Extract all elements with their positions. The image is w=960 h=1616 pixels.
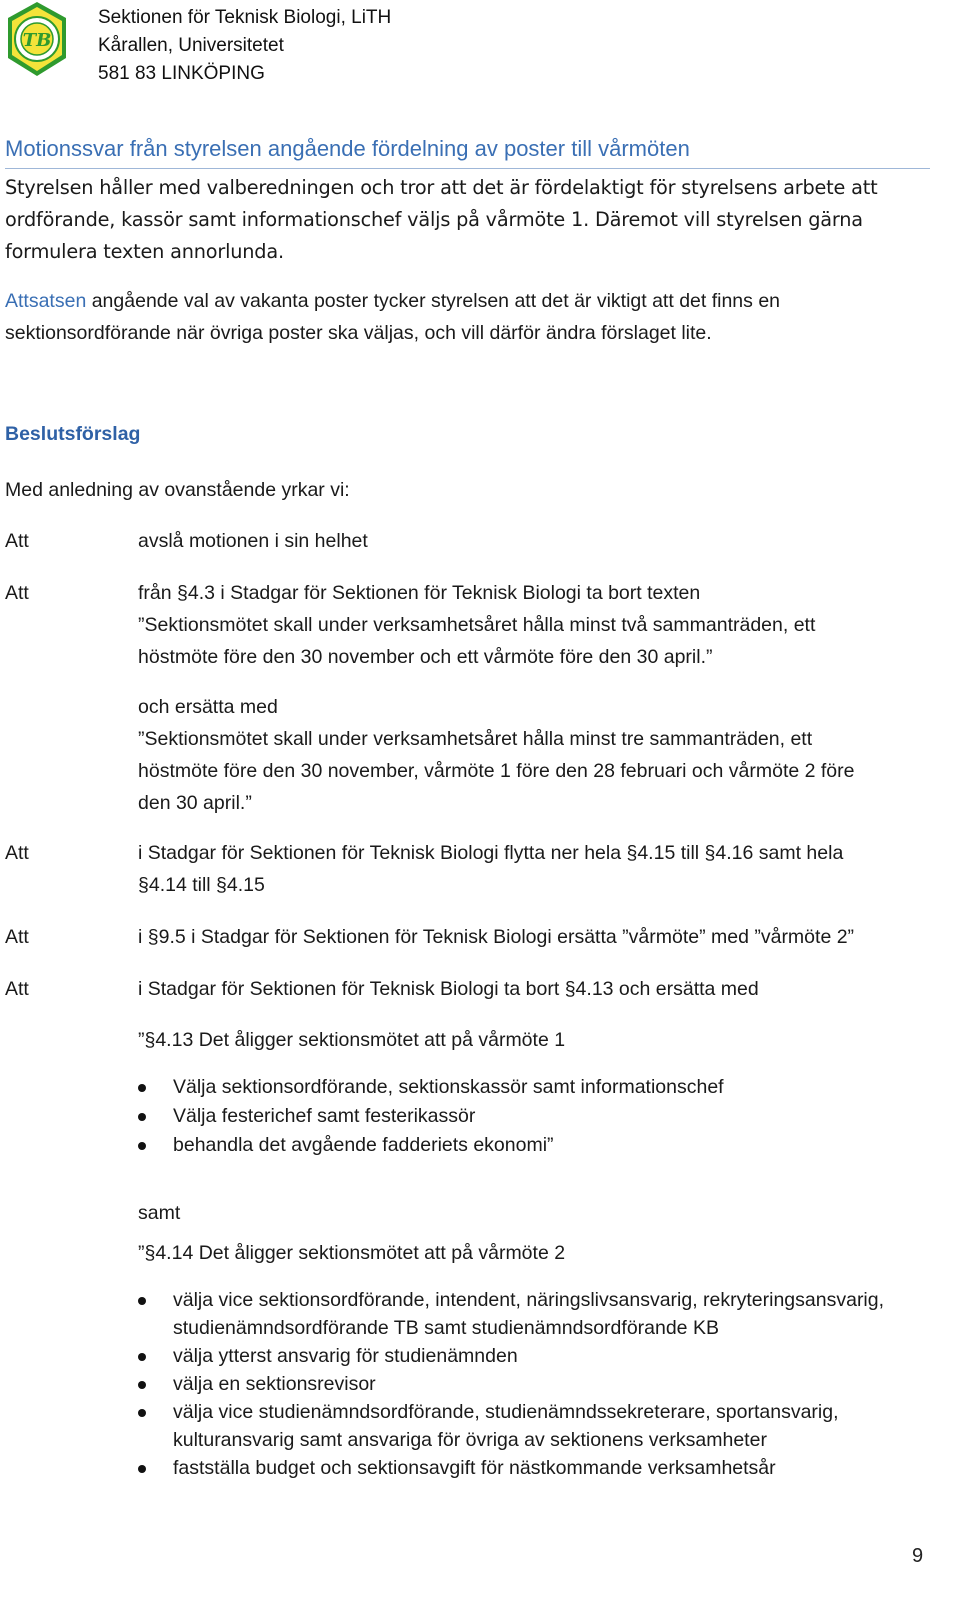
bullet-icon [138,1353,146,1361]
section-4-14-list [138,1286,928,1482]
bullet-icon [138,1381,146,1389]
organization-address [98,4,391,88]
att-label: Att [5,530,29,552]
att-item-2-line: och ersätta med [138,696,278,718]
org-name: Sektionen för Teknisk Biologi, LiTH [98,7,392,28]
bullet-icon [138,1113,146,1121]
att-label: Att [5,842,29,864]
att-item-2-line: från §4.3 i Stadgar för Sektionen för Teknisk Biologi ta bort texten [138,582,701,604]
page-number: 9 [912,1545,924,1567]
intro-paragraph-1: Styrelsen håller med valberedningen och tror att det är fördelaktigt för styrelsens arbete att ordförande, kassör samt informationschef väljs på vårmöte 1. Däremot vill styrelsen gärna formulera texten annorlunda. [5,176,878,263]
att-item-2-line: ”Sektionsmötet skall under verksamhetsåret hålla minst två sammanträden, ett [138,614,816,636]
list-item: välja vice sektionsordförande, intendent, näringslivsansvarig, rekryteringsansvarig, studienämndsordförande TB samt studienämndsordförande KB [138,1286,928,1342]
list-item: välja en sektionsrevisor [138,1370,928,1398]
list-item: välja vice studienämndsordförande, studienämndssekreterare, sportansvarig, kulturansvarig samt ansvariga för övriga av sektionens verksamheter [138,1398,928,1454]
att-item-2 [138,577,928,673]
list-item: behandla det avgående fadderiets ekonomi” [138,1131,928,1160]
att-item-3 [138,837,928,901]
svg-text:TB: TB [22,30,52,51]
att-item-5: i Stadgar för Sektionen för Teknisk Biologi ta bort §4.13 och ersätta med [138,978,759,1000]
section-logo-icon [4,0,70,78]
bullet-icon [138,1142,146,1150]
attsatsen-term: Attsatsen [5,290,87,312]
org-building: Kårallen, Universitetet [98,35,284,56]
section-4-14-title: ”§4.14 Det åligger sektionsmötet att på vårmöte 2 [138,1242,566,1264]
list-item: Välja festerichef samt festerikassör [138,1102,928,1131]
att-item-1: avslå motionen i sin helhet [138,530,368,552]
bullet-icon [138,1084,146,1092]
bullet-icon [138,1465,146,1473]
att-label: Att [5,582,29,604]
list-item: fastställa budget och sektionsavgift för nästkommande verksamhetsår [138,1454,928,1482]
list-item: välja ytterst ansvarig för studienämnden [138,1342,928,1370]
att-item-2-replacement [138,691,928,819]
att-item-2-line: höstmöte före den 30 november och ett vårmöte före den 30 april.” [138,646,713,668]
att-item-4: i §9.5 i Stadgar för Sektionen för Teknisk Biologi ersätta ”vårmöte” med ”vårmöte 2” [138,926,855,948]
section-4-13-title: ”§4.13 Det åligger sektionsmötet att på vårmöte 1 [138,1029,566,1051]
samt-label: samt [138,1202,181,1224]
att-label: Att [5,926,29,948]
document-title: Motionssvar från styrelsen angående fördelning av poster till vårmöten [5,134,930,169]
intro-paragraph-2 [5,285,930,349]
att-item-3-line: i Stadgar för Sektionen för Teknisk Biologi flytta ner hela §4.15 till §4.16 samt hela [138,842,844,864]
att-item-2-line: höstmöte före den 30 november, vårmöte 1 före den 28 februari och vårmöte 2 före [138,760,855,782]
intro-paragraph-2-text: angående val av vakanta poster tycker styrelsen att det är viktigt att det finns en sektionsordförande när övriga poster ska väljas, och vill därför ändra förslaget lite. [5,290,781,344]
section-heading: Beslutsförslag [5,423,141,445]
att-item-2-line: den 30 april.” [138,792,252,814]
att-item-2-line: ”Sektionsmötet skall under verksamhetsåret hålla minst tre sammanträden, ett [138,728,813,750]
bullet-icon [138,1297,146,1305]
list-item: Välja sektionsordförande, sektionskassör samt informationschef [138,1073,928,1102]
bullet-icon [138,1409,146,1417]
motion-intro: Med anledning av ovanstående yrkar vi: [5,479,350,501]
org-postal: 581 83 LINKÖPING [98,63,265,84]
att-label: Att [5,978,29,1000]
att-item-3-line: §4.14 till §4.15 [138,874,265,896]
section-4-13-list [138,1073,928,1160]
